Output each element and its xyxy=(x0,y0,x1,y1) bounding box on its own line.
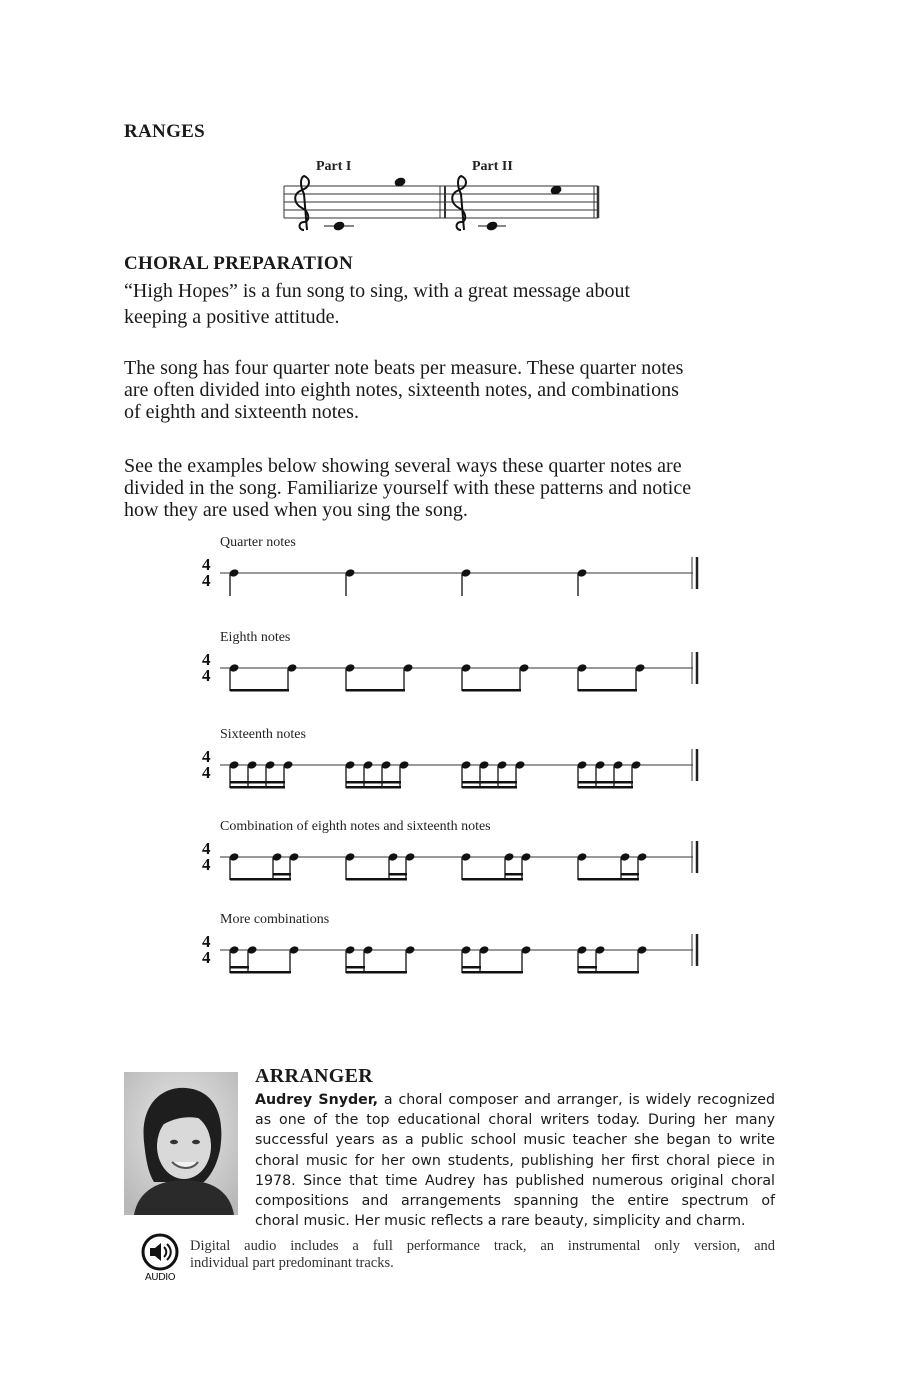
rhythm-label: Quarter notes xyxy=(220,535,296,550)
beam xyxy=(230,971,291,974)
text-line xyxy=(255,1090,775,1110)
beam xyxy=(346,966,365,969)
beam xyxy=(462,781,517,784)
beam xyxy=(230,689,289,692)
beam xyxy=(346,971,407,974)
beam xyxy=(462,878,523,881)
examples-paragraph xyxy=(124,455,784,521)
ranges-staff xyxy=(280,150,605,240)
part-2-label: Part II xyxy=(472,159,513,174)
beats-paragraph xyxy=(124,357,784,423)
treble-clef-icon xyxy=(452,176,466,230)
time-signature-top: 4 xyxy=(202,555,211,574)
beam xyxy=(505,873,523,876)
text-line: choral music. Her music reflects a rare beauty, simplicity and charm. xyxy=(255,1213,746,1230)
arranger-heading: ARRANGER xyxy=(255,1065,373,1087)
arranger-bio xyxy=(255,1090,775,1231)
arranger-photo xyxy=(124,1072,238,1215)
rhythm-staff xyxy=(190,745,710,805)
beam xyxy=(346,689,405,692)
time-signature-top: 4 xyxy=(202,747,211,766)
rhythm-staff xyxy=(190,553,710,613)
rhythm-label: Eighth notes xyxy=(220,630,291,645)
beam xyxy=(230,966,249,969)
rhythm-label: More combinations xyxy=(220,912,330,927)
beam xyxy=(346,786,401,789)
text-line: See the examples below showing several ways these quarter notes are xyxy=(124,455,682,477)
beam xyxy=(578,878,639,881)
text-line: choral music for her own students, publishing her first choral piece in xyxy=(255,1152,775,1169)
audio-note xyxy=(190,1238,775,1272)
text-line: Digital audio includes a full performance track, an instrumental only version, and xyxy=(190,1238,775,1254)
beam xyxy=(462,786,517,789)
beam xyxy=(578,786,633,789)
text-line: successful years as a public school music teacher she began to write xyxy=(255,1132,775,1149)
choral-preparation-heading: CHORAL PREPARATION xyxy=(124,253,354,274)
rhythm-label: Combination of eighth notes and sixteenth notes xyxy=(220,819,491,834)
text-line: “High Hopes” is a fun song to sing, with a great message about xyxy=(124,280,631,302)
time-signature-bottom: 4 xyxy=(202,571,211,590)
text-line: divided in the song. Familiarize yourself with these patterns and notice xyxy=(124,477,692,499)
beam xyxy=(273,873,291,876)
rhythm-staff xyxy=(190,837,710,897)
text-line: of eighth and sixteenth notes. xyxy=(124,401,359,423)
beam xyxy=(346,781,401,784)
text-line: 1978. Since that time Audrey has published numerous original choral xyxy=(255,1172,775,1189)
beam xyxy=(462,689,521,692)
time-signature-top: 4 xyxy=(202,650,211,669)
audio-label: AUDIO xyxy=(144,1272,176,1283)
audio-badge xyxy=(138,1232,182,1288)
intro-paragraph xyxy=(124,280,784,328)
beam xyxy=(578,971,639,974)
beam xyxy=(621,873,639,876)
time-signature-bottom: 4 xyxy=(202,763,211,782)
text-line: how they are used when you sing the song. xyxy=(124,499,468,521)
time-signature-top: 4 xyxy=(202,839,211,858)
time-signature-bottom: 4 xyxy=(202,855,211,874)
beam xyxy=(230,781,285,784)
beam xyxy=(462,966,481,969)
rhythm-staff xyxy=(190,930,710,990)
text-line: as one of the top educational choral writers today. During her many xyxy=(255,1112,775,1129)
time-signature-top: 4 xyxy=(202,932,211,951)
beam xyxy=(389,873,407,876)
text-line: keeping a positive attitude. xyxy=(124,306,340,328)
beam xyxy=(346,878,407,881)
rhythm-staff xyxy=(190,648,710,708)
time-signature-bottom: 4 xyxy=(202,666,211,685)
treble-clef-icon xyxy=(295,176,309,230)
beam xyxy=(462,971,523,974)
text-span: a choral composer and arranger, is widely recognized xyxy=(378,1092,775,1108)
time-signature-bottom: 4 xyxy=(202,948,211,967)
text-line: The song has four quarter note beats per measure. These quarter notes xyxy=(124,357,684,379)
arranger-name: Audrey Snyder, xyxy=(255,1092,379,1108)
text-line: individual part predominant tracks. xyxy=(190,1255,394,1271)
beam xyxy=(578,781,633,784)
text-line: are often divided into eighth notes, sixteenth notes, and combinations xyxy=(124,379,679,401)
beam xyxy=(230,786,285,789)
beam xyxy=(230,878,291,881)
beam xyxy=(578,689,637,692)
beam xyxy=(578,966,597,969)
part-1-label: Part I xyxy=(316,159,352,174)
text-line: compositions and arrangements spanning the entire spectrum of xyxy=(255,1193,775,1210)
speaker-icon xyxy=(140,1232,180,1272)
ranges-heading: RANGES xyxy=(124,121,205,142)
rhythm-label: Sixteenth notes xyxy=(220,727,306,742)
